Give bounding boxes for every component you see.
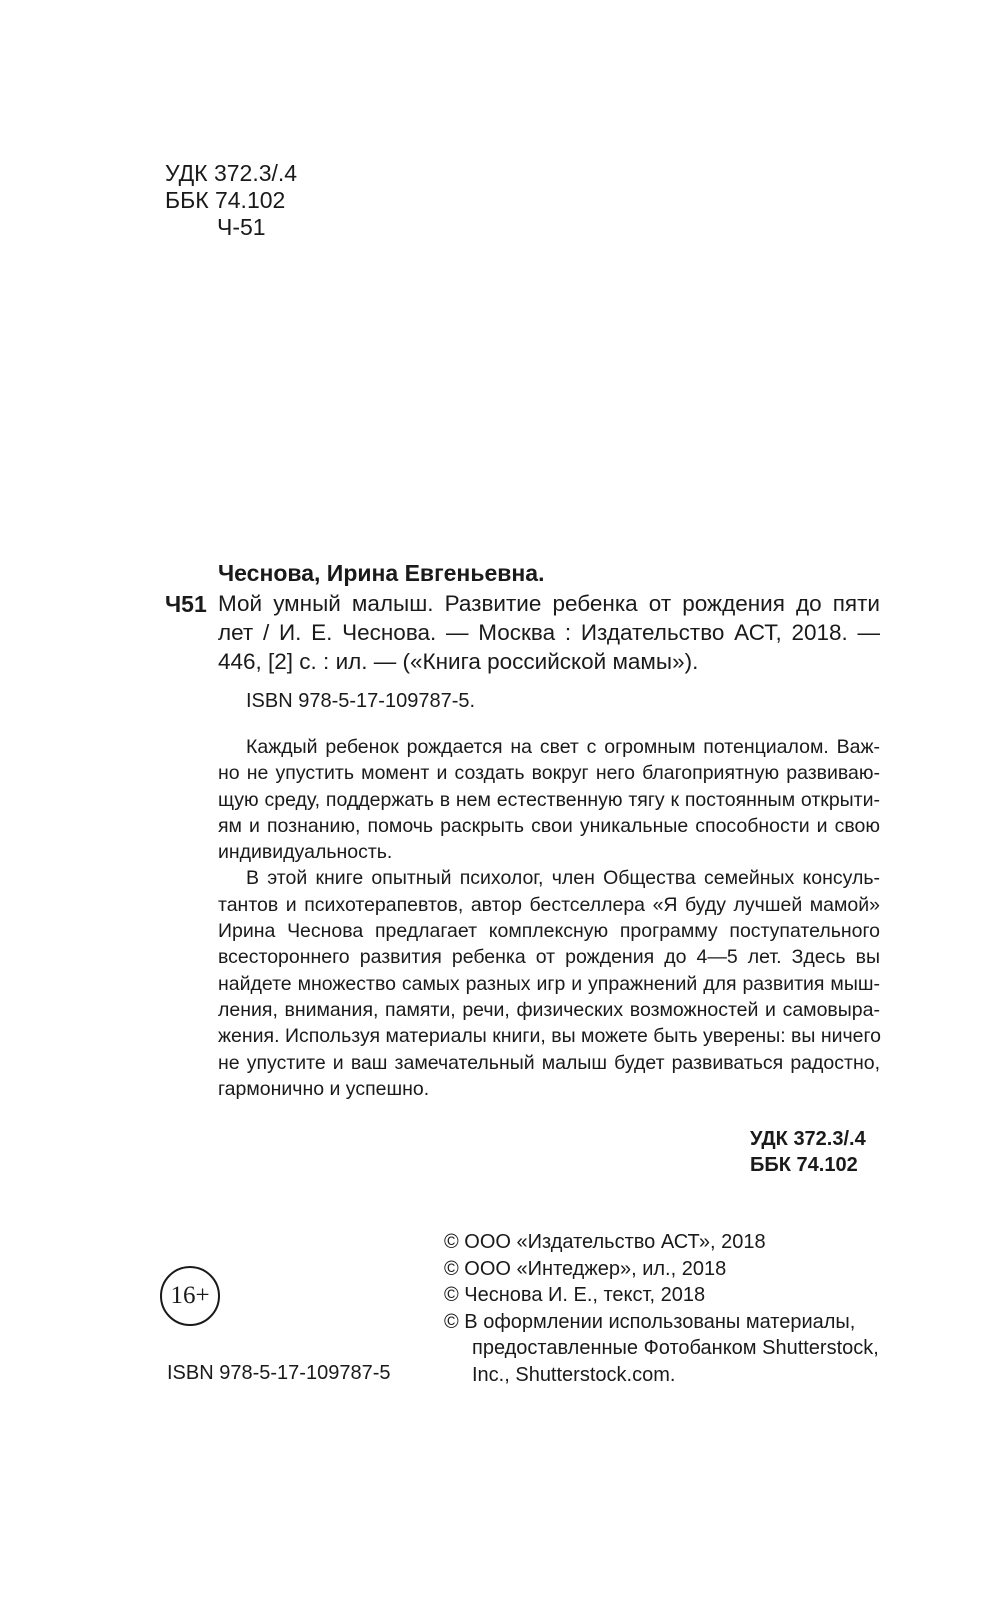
annotation-line: не упустите и ваш замечательный малыш будет развиваться радостно, <box>218 1051 880 1074</box>
biblio-line: Мой умный малыш. Развитие ребенка от рождения до пяти <box>218 591 880 616</box>
annotation-line: ления, внимания, памяти, речи, физических возможностей и самовыра- <box>218 998 880 1021</box>
annotation-line: гармонично и успешно. <box>218 1077 430 1100</box>
right-classification <box>750 1126 866 1178</box>
annotation-line: жения. Используя материалы книги, вы можете быть уверены: вы ничего <box>218 1025 882 1048</box>
copyright-line: Inc., Shutterstock.com. <box>472 1363 676 1386</box>
annotation-line: В этой книге опытный психолог, член Общества семейных консуль- <box>246 867 880 890</box>
biblio-line: лет / И. Е. Чеснова. — Москва : Издательство АСТ, 2018. — <box>218 620 880 645</box>
annotation-line: Ирина Чеснова предлагает комплексную программу поступательного <box>218 920 880 943</box>
author-code: Ч-51 <box>217 214 266 240</box>
annotation-line: ям и познанию, помочь раскрыть свои уникальные способности и свою <box>218 814 880 837</box>
udk-code: УДК 372.3/.4 <box>750 1128 866 1150</box>
copyright-line: предоставленные Фотобанком Shutterstock, <box>472 1337 879 1359</box>
bbk-code: ББК 74.102 <box>750 1154 858 1176</box>
annotation <box>218 734 880 1102</box>
copyright-line: © Чеснова И. Е., текст, 2018 <box>444 1284 706 1306</box>
isbn-bottom: ISBN 978-5-17-109787-5 <box>167 1362 391 1384</box>
bibliographic-description <box>218 589 880 676</box>
top-classification <box>165 160 297 241</box>
book-author: Чеснова, Ирина Евгеньевна. <box>218 560 545 586</box>
annotation-line: найдете множество самых разных игр и упражнений для развития мыш- <box>218 972 880 995</box>
copyright-line: © В оформлении использованы материалы, <box>444 1310 856 1333</box>
shelf-code: Ч51 <box>165 591 207 617</box>
bbk-code: ББК 74.102 <box>165 187 286 213</box>
annotation-line: щую среду, поддержать в нем естественную тягу к постоянным открыти- <box>218 788 880 811</box>
annotation-line: тантов и психотерапевтов, автор бестселлера «Я буду лучшей мамой» <box>218 893 880 916</box>
age-rating-badge <box>160 1266 220 1326</box>
annotation-line: но не упустить момент и создать вокруг него благоприятную развиваю- <box>218 762 880 785</box>
annotation-line: всестороннего развития ребенка от рождения до 4—5 лет. Здесь вы <box>218 946 880 969</box>
biblio-line: 446, [2] с. : ил. — («Книга российской мамы»). <box>218 649 699 674</box>
copyright-line: © ООО «Издательство АСТ», 2018 <box>444 1231 766 1253</box>
annotation-line: индивидуальность. <box>218 841 393 864</box>
age-rating-label: 16+ <box>170 1282 210 1309</box>
copyright-line: © ООО «Интеджер», ил., 2018 <box>444 1257 727 1280</box>
copyright-block <box>444 1229 879 1388</box>
udk-code: УДК 372.3/.4 <box>165 160 298 186</box>
annotation-line: Каждый ребенок рождается на свет с огромным потенциалом. Важ- <box>246 736 880 758</box>
isbn-record: ISBN 978-5-17-109787-5. <box>246 690 476 712</box>
